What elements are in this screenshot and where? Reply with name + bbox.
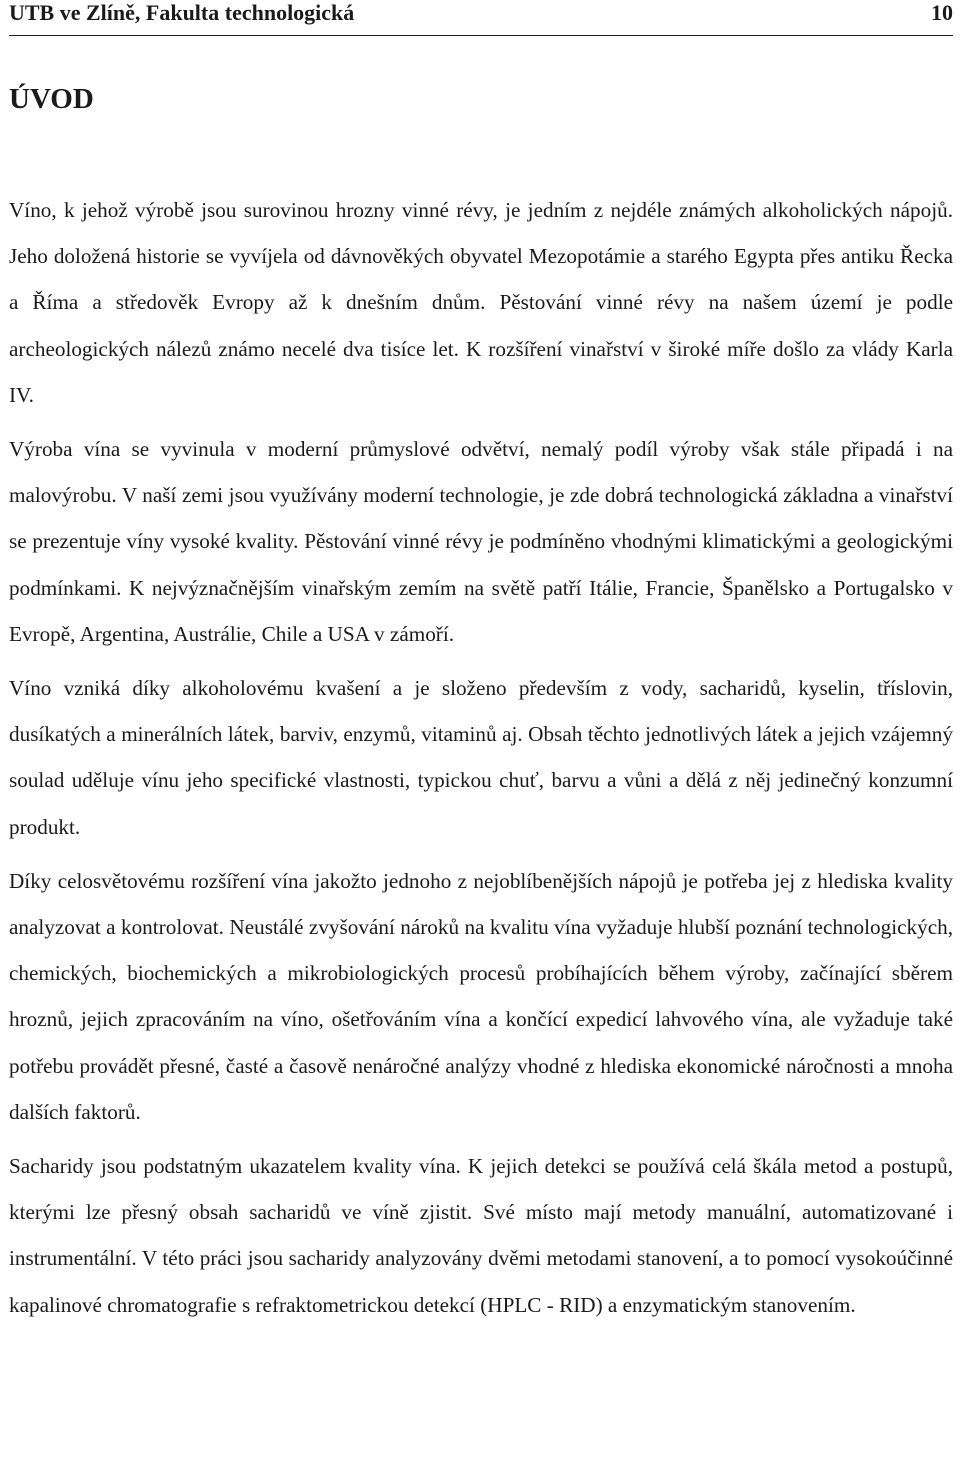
body-text: [9, 187, 953, 1328]
document-page: [9, 0, 953, 1336]
chapter-title: ÚVOD: [9, 83, 94, 115]
paragraph-intro: Víno, k jehož výrobě jsou surovinou hrozny vinné révy, je jedním z nejdéle známých alkoholických nápojů. Jeho doložená historie se vyvíjela od dávnověkých obyvatel Mezopotámie a starého Egypta přes antiku Řecka a Říma a středověk Evropy až k dnešním dnům. Pěstování vinné révy na našem území je podle archeologických nálezů známo necelé dva tisíce let. K rozšíření vinařství v široké míře došlo za vlády Karla IV.: [9, 198, 953, 407]
paragraph-composition: Víno vzniká díky alkoholovému kvašení a je složeno především z vody, sacharidů, kyselin, tříslovin, dusíkatých a minerálních látek, barviv, enzymů, vitaminů aj. Obsah těchto jednotlivých látek a jejich vzájemný soulad uděluje vínu jeho specifické vlastnosti, typickou chuť, barvu a vůni a dělá z něj jedinečný konzumní produkt.: [9, 676, 953, 839]
paragraph-saccharides: Sacharidy jsou podstatným ukazatelem kvality vína. K jejich detekci se používá celá škála metod a postupů, kterými lze přesný obsah sacharidů ve víně zjistit. Své místo mají metody manuální, automatizované i instrumentální. V této práci jsou sacharidy analyzovány dvěmi metodami stanovení, a to pomocí vysokoúčinné kapalinové chromatografie s refraktometrickou detekcí (HPLC - RID) a enzymatickým stanovením.: [9, 1154, 953, 1317]
paragraph-production: Výroba vína se vyvinula v moderní průmyslové odvětví, nemalý podíl výroby však stále připadá i na malovýrobu. V naší zemi jsou využívány moderní technologie, je zde dobrá technologická základna a vinařství se prezentuje víny vysoké kvality. Pěstování vinné révy je podmíněno vhodnými klimatickými a geologickými podmínkami. K nejvýznačnějším vinařským zemím na světě patří Itálie, Francie, Španělsko a Portugalsko v Evropě, Argentina, Austrálie, Chile a USA v zámoří.: [9, 437, 953, 646]
running-header: [9, 0, 953, 36]
header-title: UTB ve Zlíně, Fakulta technologická: [9, 0, 355, 25]
paragraph-analysis-need: Díky celosvětovému rozšíření vína jakožto jednoho z nejoblíbenějších nápojů je potřeba jej z hlediska kvality analyzovat a kontrolovat. Neustálé zvyšování nároků na kvalitu vína vyžaduje hlubší poznání technologických, chemických, biochemických a mikrobiologických procesů probíhajících během výroby, začínající sběrem hroznů, jejich zpracováním na víno, ošetřováním vína a končící expedicí lahvového vína, ale vyžaduje také potřebu provádět přesné, časté a časově nenáročné analýzy vhodné z hlediska ekonomické náročnosti a mnoha dalších faktorů.: [9, 868, 953, 1124]
page-number: 10: [931, 0, 953, 25]
